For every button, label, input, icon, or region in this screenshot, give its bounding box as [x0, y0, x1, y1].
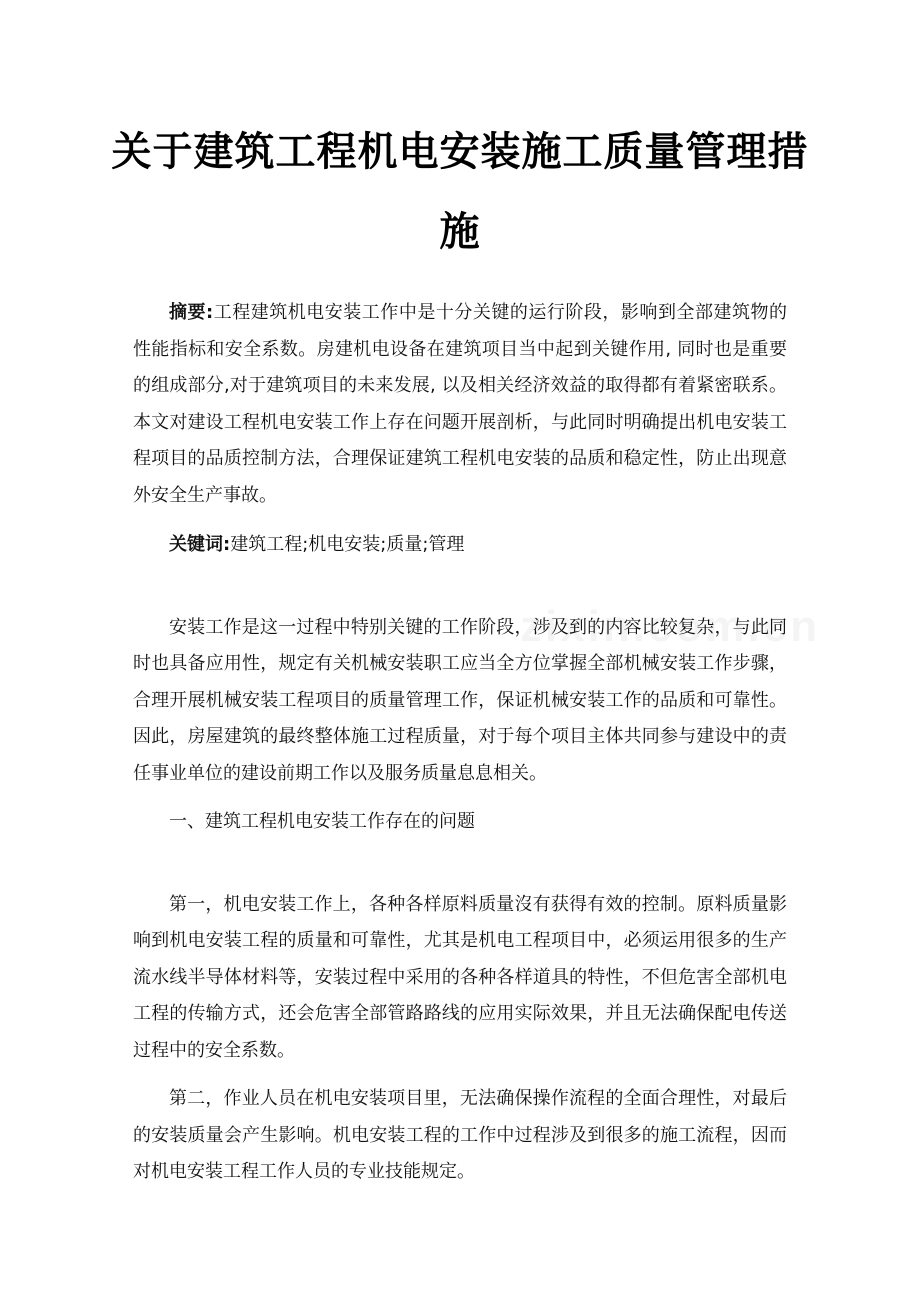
document-title: 关于建筑工程机电安装施工质量管理措施: [111, 129, 809, 255]
abstract-paragraph: [133, 295, 787, 514]
document-body: [133, 295, 787, 1191]
intro-paragraph: 安装工作是这一过程中特别关键的工作阶段，涉及到的内容比较复杂，与此同时也具备应用性，规定有关机械安装职工应当全方位掌握全部机械安装工作步骤，合理开展机械安装工程项目的质量管理工作，保证机械安装工作的品质和可靠性。因此，房屋建筑的最终整体施工过程质量，对于每个项目主体共同参与建设中的责任事业单位的建设前期工作以及服务质量息息相关。: [133, 616, 787, 784]
abstract-label: 摘要:: [169, 302, 214, 323]
keywords-label: 关键词:: [169, 534, 231, 555]
abstract-text: 工程建筑机电安装工作中是十分关键的运行阶段，影响到全部建筑物的性能指标和安全系数。房建机电设备在建筑项目当中起到关键作用, 同时也是重要的组成部分,对于建筑项目的未来发展, 以及相关经济效益的取得都有着紧密联系。本文对建设工程机电安装工作上存在问题开展剖析，与此同时明确提出机电安装工程项目的品质控制方法，合理保证建筑工程机电安装的品质和稳定性，防止出现意外安全生产事故。: [133, 302, 787, 506]
keywords-paragraph: [133, 527, 787, 564]
body-paragraph-2: 第二，作业人员在机电安装项目里，无法确保操作流程的全面合理性，对最后的安装质量会产生影响。机电安装工程的工作中过程涉及到很多的施工流程，因而对机电安装工程工作人员的专业技能规定。: [133, 1088, 787, 1182]
section-heading: 一、建筑工程机电安装工作存在的问题: [169, 811, 475, 832]
keywords-text: 建筑工程;机电安装;质量;管理: [230, 534, 465, 555]
body-paragraph-1: 第一，机电安装工作上，各种各样原料质量沒有获得有效的控制。原料质量影响到机电安装工程的质量和可靠性，尤其是机电工程项目中，必须运用很多的生产流水线半导体材料等，安装过程中采用的各种各样道具的特性，不但危害全部机电工程的传输方式，还会危害全部管路路线的应用实际效果，并且无法确保配电传送过程中的安全系数。: [133, 893, 787, 1061]
